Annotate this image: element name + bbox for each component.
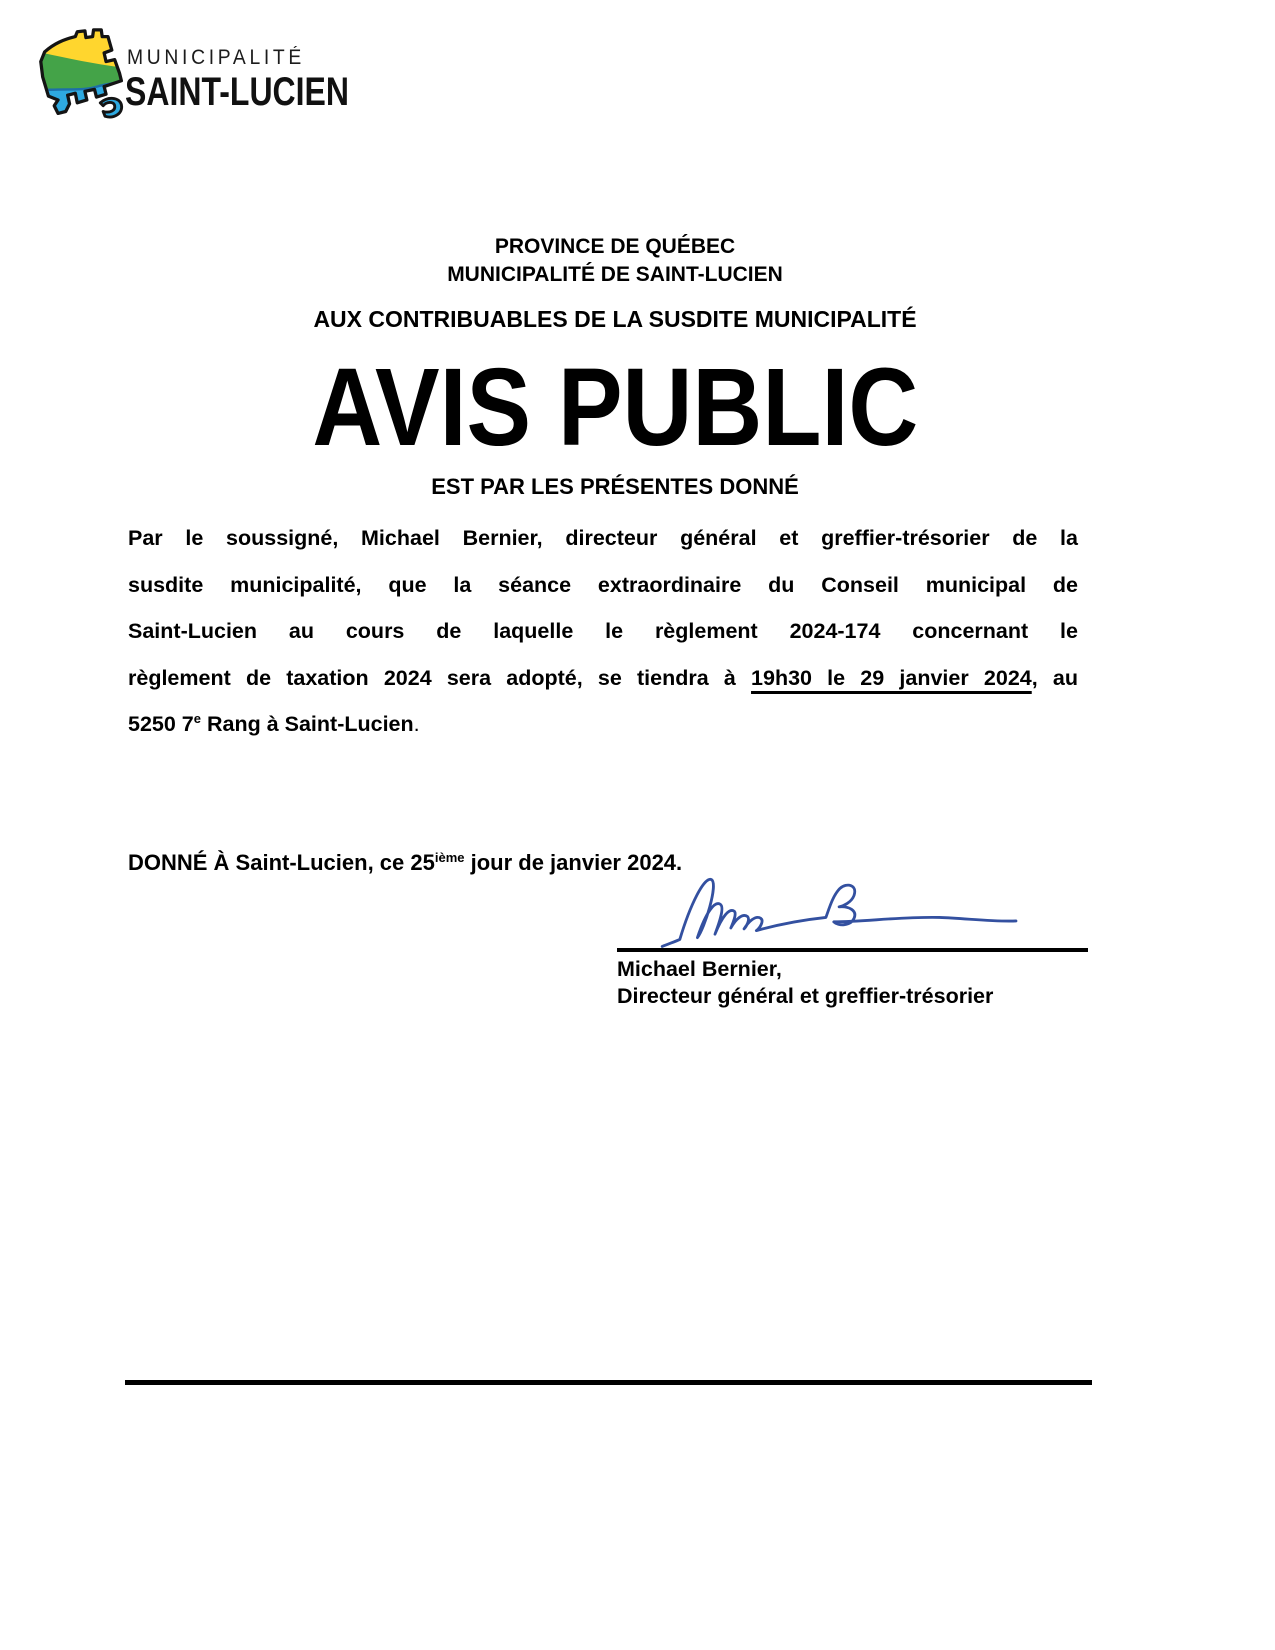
header-addressee: AUX CONTRIBUABLES DE LA SUSDITE MUNICIPALITÉ	[313, 306, 917, 332]
signatory-title: Directeur général et greffier-trésorier	[617, 984, 994, 1008]
body-line-3: Saint-Lucien au cours de laquelle le règlement 2024-174 concernant le	[128, 619, 1078, 644]
notice-title	[115, 346, 1115, 469]
logo-text-saint-lucien: SAINT-LUCIEN	[125, 70, 349, 114]
header-province: PROVINCE DE QUÉBEC	[494, 235, 736, 258]
municipality-logo	[35, 26, 395, 126]
body-line-1: Par le soussigné, Michael Bernier, directeur général et greffier-trésorier de la	[128, 526, 1078, 550]
notice-subtitle: EST PAR LES PRÉSENTES DONNÉ	[431, 474, 799, 499]
dateline-end: jour de janvier 2024.	[464, 850, 683, 875]
header-jurisdiction	[115, 233, 1115, 289]
signature-line	[617, 948, 1088, 952]
meeting-address-rest: Rang à Saint-Lucien	[201, 712, 414, 737]
signatory	[617, 956, 993, 1010]
footer-divider-rule	[125, 1380, 1092, 1385]
body-line-5	[128, 701, 1078, 748]
header-municipality: MUNICIPALITÉ DE SAINT-LUCIEN	[447, 263, 783, 286]
dateline-ordinal-superscript: ième	[434, 850, 465, 865]
dateline	[128, 850, 682, 876]
territory-puzzle-logo-icon	[35, 28, 131, 122]
signature-block	[617, 864, 1088, 1024]
notice-title-text: AVIS PUBLIC	[312, 346, 918, 469]
body-line-4-text: règlement de taxation 2024 sera adopté, se tiendra à	[128, 665, 752, 690]
handwritten-signature-image	[627, 862, 1067, 950]
dateline-text: DONNÉ À Saint-Lucien, ce 25	[128, 850, 435, 875]
logo-text-municipalite: MUNICIPALITÉ	[127, 46, 305, 69]
ordinal-superscript: e	[193, 711, 201, 727]
meeting-address-number: 5250 7	[128, 712, 194, 737]
body-line-4-end: , au	[1031, 665, 1078, 690]
meeting-datetime-underlined: 19h30 le 29 janvier 2024	[751, 665, 1032, 690]
notice-body	[128, 515, 1078, 748]
sentence-period: .	[413, 712, 420, 737]
body-line-4	[128, 655, 1078, 702]
body-line-2: susdite municipalité, que la séance extraordinaire du Conseil municipal de	[128, 572, 1078, 597]
signatory-name: Michael Bernier,	[617, 957, 782, 981]
